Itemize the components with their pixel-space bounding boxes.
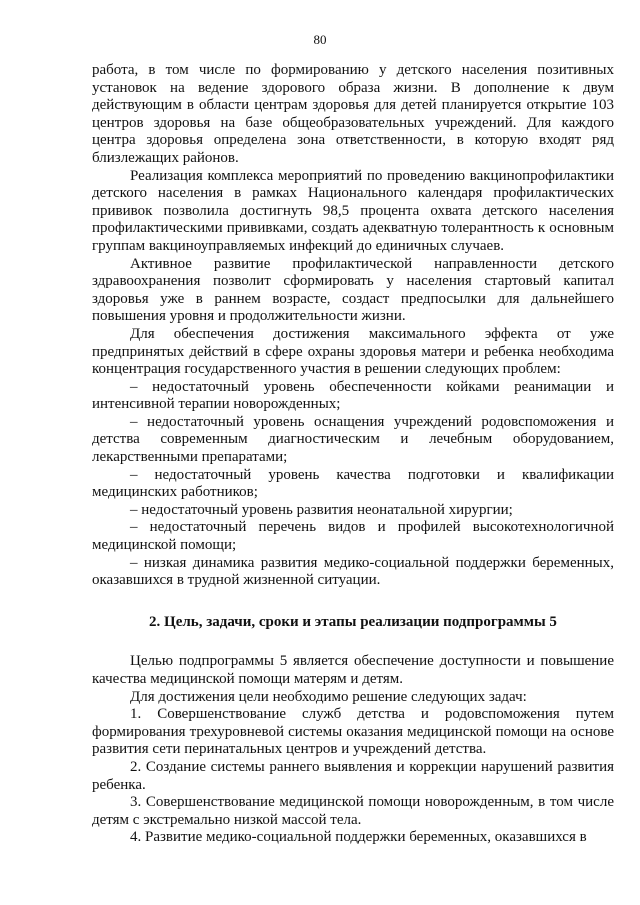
task-item: 1. Совершенствование служб детства и родовспоможения путем формирования трехуровневой системы оказания медицинской помощи на основе развития сети перинатальных центров и учреждений детства. — [92, 706, 614, 758]
list-item: – недостаточный уровень оснащения учреждений родовспоможения и детства современным диагностическим и лечебным оборудованием, лекарственными препаратами; — [92, 413, 614, 466]
list-item: – недостаточный уровень обеспеченности койками реанимации и интенсивной терапии новорожденных; — [92, 378, 614, 413]
paragraph: работа, в том числе по формированию у детского населения позитивных установок на ведение здорового образа жизни. В дополнение к двум действующим в области центрам здоровья для детей планируется открытие 103 центров здоровья на базе общеобразовательных учреждений. Для каждого центра здоровья определена зона ответственности, в которую входят ряд близлежащих районов. — [92, 62, 614, 166]
page-number: 80 — [313, 32, 327, 47]
list-item: – недостаточный уровень развития неонатальной хирургии; — [130, 501, 513, 518]
paragraph: Активное развитие профилактической направленности детского здравоохранения позволит сформировать у населения стартовый капитал здоровья уже в раннем возрасте, создаст предпосылки для дальнейшего повышения уровня и продолжительности жизни. — [92, 255, 614, 325]
task-item: 3. Совершенствование медицинской помощи новорожденным, в том числе детям с экстремально низкой массой тела. — [92, 794, 614, 828]
list-item: – недостаточный перечень видов и профилей высокотехнологичной медицинской помощи; — [92, 519, 614, 554]
paragraph: Для обеспечения достижения максимального эффекта от уже предпринятых действий в сфере охраны здоровья матери и ребенка необходима концентрация государственного участия в решении следующих проблем: — [92, 325, 614, 378]
document-body — [92, 62, 614, 847]
section-heading: 2. Цель, задачи, сроки и этапы реализации подпрограммы 5 — [149, 613, 557, 630]
paragraph: Целью подпрограммы 5 является обеспечение доступности и повышение качества медицинской помощи матерям и детям. — [92, 653, 614, 687]
task-item: 4. Развитие медико-социальной поддержки беременных, оказавшихся в — [130, 829, 587, 846]
paragraph: Для достижения цели необходимо решение следующих задач: — [130, 688, 527, 705]
list-item: – низкая динамика развития медико-социальной поддержки беременных, оказавшихся в трудной жизненной ситуации. — [92, 554, 614, 589]
task-item: 2. Создание системы раннего выявления и коррекции нарушений развития ребенка. — [92, 758, 614, 793]
list-item: – недостаточный уровень качества подготовки и квалификации медицинских работников; — [92, 466, 614, 501]
paragraph: Реализация комплекса мероприятий по проведению вакцинопрофилактики детского населения в рамках Национального календаря профилактических прививок позволила достигнуть 98,5 процента охвата детского населения профилактическими прививками, создать адекватную толерантность к основным группам вакциноуправляемых инфекций до единичных случаев. — [92, 167, 614, 254]
